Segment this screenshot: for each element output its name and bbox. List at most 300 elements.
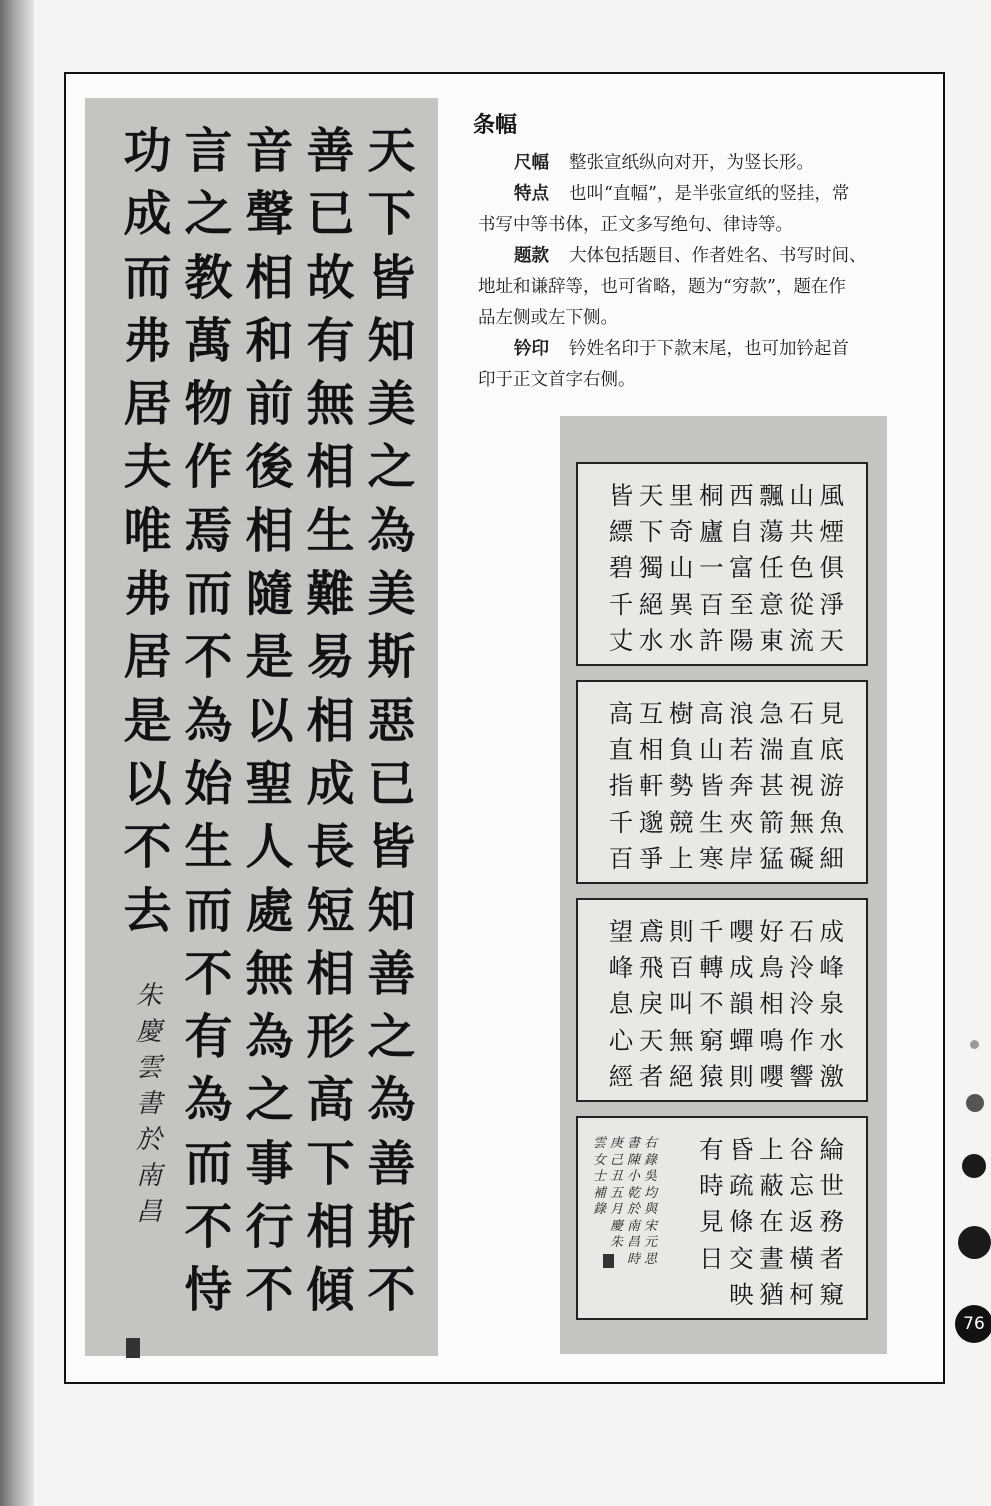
calligraphy-char: 里 (668, 481, 694, 510)
calligraphy-char: 行 (245, 1199, 294, 1256)
calligraphy-char: 爭 (638, 843, 664, 873)
text-column (757, 478, 786, 659)
text-column (787, 478, 816, 659)
calligraphy-char: 競 (668, 807, 694, 837)
calligraphy-char: 直 (789, 735, 814, 765)
desc-text: 大体包括题目、作者姓名、书写时间、 (569, 246, 867, 266)
calligraphy-char: 甚 (759, 771, 784, 801)
calligraphy-char: 富 (729, 553, 754, 583)
calligraphy-char: 下 (306, 1135, 355, 1192)
calligraphy-char: 之 (245, 1072, 294, 1129)
calligraphy-char: 蟬 (729, 1025, 754, 1055)
calligraphy-char: 任 (759, 553, 784, 583)
text-column (727, 914, 756, 1095)
signature-char: 於 (135, 1125, 162, 1155)
script-panel-3 (576, 898, 868, 1102)
calligraphy-char: 戾 (638, 989, 664, 1019)
calligraphy-char: 高 (608, 699, 634, 728)
calligraphy-char: 鳴 (759, 1025, 784, 1055)
calligraphy-char: 疏 (729, 1171, 754, 1201)
calligraphy-char: 石 (789, 699, 814, 728)
calligraphy-char: 則 (668, 917, 694, 946)
panel-columns (607, 696, 846, 877)
signature-column (643, 1136, 658, 1268)
calligraphy-char: 成 (729, 953, 754, 983)
calligraphy-char: 斯 (367, 1199, 416, 1256)
text-column (667, 914, 696, 1095)
calligraphy-char: 者 (819, 1243, 844, 1273)
signature-char: 昌 (135, 1197, 162, 1227)
calligraphy-char: 弗 (123, 312, 172, 369)
main-calligraphy-scroll (85, 98, 438, 1356)
calligraphy-char: 不 (123, 819, 172, 876)
calligraphy-char: 善 (367, 945, 416, 1002)
calligraphy-char: 條 (729, 1207, 754, 1237)
calligraphy-char: 有 (306, 312, 355, 369)
signature-char: 庚 (609, 1136, 623, 1151)
calligraphy-char: 善 (367, 1135, 416, 1192)
signature-char: 南 (135, 1161, 162, 1191)
book-spine-shadow (0, 0, 34, 1506)
calligraphy-char: 弗 (123, 566, 172, 623)
decor-dot (962, 1154, 986, 1178)
calligraphy-char: 湍 (759, 735, 784, 765)
calligraphy-char: 水 (638, 625, 664, 655)
signature-char: 吳 (643, 1169, 657, 1184)
calligraphy-char: 無 (306, 376, 355, 433)
calligraphy-char: 峰 (608, 953, 634, 983)
calligraphy-char: 事 (245, 1135, 294, 1192)
text-column (607, 478, 636, 659)
calligraphy-char: 柯 (789, 1279, 814, 1309)
signature-char: 元 (643, 1235, 657, 1250)
calligraphy-char: 指 (608, 771, 634, 801)
calligraphy-char: 時 (699, 1171, 724, 1201)
calligraphy-char: 音 (245, 123, 294, 179)
text-column (727, 696, 756, 877)
calligraphy-char: 相 (245, 502, 294, 559)
calligraphy-char: 響 (789, 1061, 814, 1091)
text-column (817, 478, 846, 659)
calligraphy-char: 奔 (729, 771, 754, 801)
calligraphy-char: 礙 (789, 843, 814, 873)
script-panel-4 (576, 1116, 868, 1320)
text-column (363, 120, 420, 1323)
calligraphy-char: 無 (245, 945, 294, 1002)
calligraphy-char: 岸 (729, 843, 754, 873)
calligraphy-char: 者 (638, 1061, 664, 1091)
signature-char: 南 (626, 1218, 640, 1234)
calligraphy-char: 飛 (638, 953, 664, 983)
text-column (697, 1132, 726, 1313)
calligraphy-char: 不 (245, 1262, 294, 1319)
calligraphy-char: 為 (184, 692, 233, 749)
text-column (607, 696, 636, 877)
calligraphy-char: 無 (789, 807, 814, 837)
calligraphy-char: 成 (306, 755, 355, 812)
panel-columns (607, 478, 846, 659)
calligraphy-char: 成 (123, 186, 172, 243)
signature-char: 錄 (592, 1202, 606, 1217)
calligraphy-char: 已 (306, 186, 355, 243)
calligraphy-char: 長 (306, 819, 355, 876)
calligraphy-char: 有 (699, 1135, 724, 1164)
calligraphy-char: 俱 (819, 553, 844, 583)
desc-term: 钤印 (514, 339, 549, 359)
calligraphy-char: 晝 (759, 1243, 784, 1273)
desc-text: 印于正文首字右侧。 (478, 370, 636, 390)
calligraphy-char: 前 (245, 376, 294, 433)
text-column (757, 1132, 786, 1313)
calligraphy-char: 高 (306, 1072, 355, 1129)
text-column (637, 914, 666, 1095)
calligraphy-char: 上 (668, 843, 694, 873)
calligraphy-char: 無 (668, 1025, 694, 1055)
calligraphy-char: 為 (367, 1072, 416, 1129)
calligraphy-char: 百 (699, 589, 724, 619)
calligraphy-char: 百 (668, 953, 694, 983)
calligraphy-char: 激 (819, 1061, 844, 1091)
calligraphy-char: 言 (184, 123, 233, 179)
calligraphy-char: 為 (184, 1072, 233, 1129)
text-column (787, 914, 816, 1095)
signature-char: 與 (643, 1202, 657, 1217)
calligraphy-char: 經 (608, 1061, 634, 1091)
calligraphy-char: 知 (367, 312, 416, 369)
calligraphy-char: 不 (184, 1199, 233, 1256)
desc-text: 地址和谦辞等，也可省略，题为“穷款”，题在作 (478, 277, 846, 297)
calligraphy-char: 縹 (608, 517, 634, 547)
calligraphy-char: 聖 (245, 755, 294, 812)
desc-text: 也叫“直幅”，是半张宣纸的竖挂，常 (569, 184, 850, 204)
calligraphy-char: 嚶 (729, 917, 754, 946)
calligraphy-char: 色 (789, 553, 814, 583)
decor-dot (958, 1226, 991, 1259)
signature-char: 月 (609, 1202, 623, 1217)
calligraphy-char: 山 (789, 481, 814, 510)
signature-char: 朱 (609, 1235, 623, 1250)
signature-char: 女 (592, 1152, 606, 1168)
calligraphy-char: 是 (245, 629, 294, 686)
seal-stamp (126, 1338, 140, 1358)
signature-char: 錄 (643, 1152, 657, 1168)
calligraphy-char: 返 (789, 1207, 814, 1237)
calligraphy-char: 居 (123, 629, 172, 686)
calligraphy-char: 叫 (668, 989, 694, 1019)
signature-char: 思 (643, 1251, 657, 1267)
text-column (697, 696, 726, 877)
calligraphy-char: 橫 (789, 1243, 814, 1273)
text-column (697, 914, 726, 1095)
desc-term: 题款 (514, 246, 549, 266)
calligraphy-char: 人 (245, 819, 294, 876)
calligraphy-char: 始 (184, 755, 233, 812)
calligraphy-char: 相 (759, 989, 784, 1019)
calligraphy-char: 映 (729, 1279, 754, 1309)
text-column (817, 1132, 846, 1313)
desc-inscription (478, 241, 924, 334)
calligraphy-char: 皆 (367, 819, 416, 876)
calligraphy-char: 為 (367, 502, 416, 559)
calligraphy-char: 夾 (729, 807, 754, 837)
text-column (787, 696, 816, 877)
calligraphy-char: 美 (367, 566, 416, 623)
calligraphy-char: 昏 (729, 1135, 754, 1164)
signature-char: 時 (626, 1251, 640, 1267)
calligraphy-char: 淨 (819, 589, 844, 619)
calligraphy-char: 蕩 (759, 517, 784, 547)
signature-char: 雲 (135, 1053, 162, 1083)
calligraphy-char: 而 (123, 249, 172, 306)
calligraphy-char: 務 (819, 1207, 844, 1237)
calligraphy-char: 桐 (699, 481, 724, 510)
calligraphy-char: 處 (245, 882, 294, 939)
calligraphy-char: 有 (184, 1009, 233, 1066)
panel-columns (607, 914, 846, 1095)
text-column (302, 120, 359, 1323)
signature-char: 陳 (626, 1152, 640, 1168)
calligraphy-char: 千 (699, 917, 724, 946)
signature-char: 小 (626, 1169, 640, 1184)
text-column (637, 478, 666, 659)
calligraphy-char: 高 (699, 699, 724, 728)
signature-char: 慶 (609, 1218, 623, 1234)
text-column (757, 914, 786, 1095)
page-number: 76 (955, 1305, 991, 1343)
text-column (607, 914, 636, 1095)
calligraphy-char: 相 (306, 945, 355, 1002)
calligraphy-char: 後 (245, 439, 294, 496)
calligraphy-char: 而 (184, 566, 233, 623)
calligraphy-char: 山 (699, 735, 724, 765)
calligraphy-char: 絕 (668, 1061, 694, 1091)
calligraphy-char: 綸 (819, 1135, 844, 1164)
section-heading: 条幅 (473, 113, 518, 138)
calligraphy-char: 負 (668, 735, 694, 765)
calligraphy-char: 見 (819, 699, 844, 728)
panel-signature (592, 1136, 658, 1268)
calligraphy-char: 共 (789, 517, 814, 547)
signature-char: 書 (626, 1136, 640, 1151)
signature-char: 於 (626, 1202, 640, 1217)
signature-char: 雲 (592, 1136, 606, 1151)
signature-char: 五 (609, 1185, 623, 1201)
calligraphy-char: 焉 (184, 502, 233, 559)
calligraphy-char: 嚶 (759, 1061, 784, 1091)
calligraphy-char: 皆 (608, 481, 634, 510)
calligraphy-char: 恃 (184, 1262, 233, 1319)
calligraphy-char: 山 (668, 553, 694, 583)
calligraphy-char: 去 (123, 882, 172, 939)
calligraphy-char: 奇 (668, 517, 694, 547)
calligraphy-char: 作 (184, 439, 233, 496)
signature-char: 己 (609, 1152, 623, 1168)
decor-dot (970, 1040, 979, 1049)
calligraphy-char: 風 (819, 481, 844, 510)
text-column (241, 120, 298, 1323)
calligraphy-char: 勢 (668, 771, 694, 801)
calligraphy-char: 下 (367, 186, 416, 243)
calligraphy-char: 皆 (367, 249, 416, 306)
calligraphy-char: 不 (184, 945, 233, 1002)
signature-char: 丑 (609, 1169, 623, 1184)
calligraphy-char: 生 (699, 807, 724, 837)
calligraphy-char: 相 (638, 735, 664, 765)
signature-char: 書 (135, 1089, 162, 1119)
text-column (727, 478, 756, 659)
calligraphy-char: 以 (123, 755, 172, 812)
calligraphy-char: 萬 (184, 312, 233, 369)
signature-char: 朱 (135, 981, 162, 1011)
calligraphy-char: 東 (759, 625, 784, 655)
calligraphy-char: 蔽 (759, 1171, 784, 1201)
calligraphy-char: 心 (608, 1025, 634, 1055)
calligraphy-char: 形 (306, 1009, 355, 1066)
signature-char: 乾 (626, 1185, 640, 1201)
calligraphy-char: 相 (306, 692, 355, 749)
calligraphy-char: 居 (123, 376, 172, 433)
decor-dot (966, 1094, 984, 1112)
calligraphy-char: 煙 (819, 517, 844, 547)
calligraphy-char: 以 (245, 692, 294, 749)
desc-size (478, 148, 924, 179)
calligraphy-char: 為 (245, 1009, 294, 1066)
calligraphy-char: 不 (184, 629, 233, 686)
calligraphy-char: 美 (367, 376, 416, 433)
calligraphy-char: 窮 (699, 1025, 724, 1055)
calligraphy-char: 成 (819, 917, 844, 946)
calligraphy-char: 易 (306, 629, 355, 686)
calligraphy-char: 意 (759, 589, 784, 619)
calligraphy-char: 從 (789, 589, 814, 619)
calligraphy-char: 谷 (789, 1135, 814, 1164)
panel-columns (697, 1132, 846, 1313)
calligraphy-char: 不 (367, 1262, 416, 1319)
calligraphy-char: 天 (638, 1025, 664, 1055)
calligraphy-char: 交 (729, 1243, 754, 1273)
text-column (727, 1132, 756, 1313)
calligraphy-char: 惡 (367, 692, 416, 749)
calligraphy-char: 相 (306, 1199, 355, 1256)
calligraphy-char: 猶 (759, 1279, 784, 1309)
calligraphy-char: 唯 (123, 502, 172, 559)
text-column (757, 696, 786, 877)
calligraphy-char: 望 (608, 917, 634, 946)
desc-features (478, 179, 924, 241)
calligraphy-char: 鳥 (759, 953, 784, 983)
calligraphy-char: 猛 (759, 843, 784, 873)
signature-column (626, 1136, 641, 1268)
calligraphy-char: 丈 (608, 625, 634, 655)
signature-char: 士 (592, 1169, 606, 1184)
calligraphy-char: 皆 (699, 771, 724, 801)
text-column (637, 696, 666, 877)
calligraphy-char: 好 (759, 917, 784, 946)
calligraphy-char: 天 (638, 481, 664, 510)
calligraphy-char: 樹 (668, 699, 694, 728)
desc-text: 书写中等书体，正文多写绝句、律诗等。 (478, 215, 793, 235)
calligraphy-char: 是 (123, 692, 172, 749)
calligraphy-char: 軒 (638, 771, 664, 801)
desc-text: 整张宣纸纵向对开，为竖长形。 (569, 153, 814, 173)
calligraphy-char: 石 (789, 917, 814, 946)
calligraphy-char: 急 (759, 699, 784, 728)
signature-char: 右 (643, 1136, 657, 1151)
calligraphy-char: 邈 (638, 807, 664, 837)
text-column (697, 478, 726, 659)
calligraphy-char: 魚 (819, 807, 844, 837)
text-column (817, 696, 846, 877)
calligraphy-char: 下 (638, 517, 664, 547)
calligraphy-char: 獨 (638, 553, 664, 583)
calligraphy-char: 在 (759, 1207, 784, 1237)
calligraphy-char: 西 (729, 481, 754, 510)
calligraphy-char: 水 (668, 625, 694, 655)
calligraphy-char: 視 (789, 771, 814, 801)
signature-char: 宋 (643, 1218, 657, 1234)
calligraphy-char: 細 (819, 843, 844, 873)
calligraphy-char: 教 (184, 249, 233, 306)
calligraphy-char: 之 (367, 1009, 416, 1066)
calligraphy-char: 廬 (699, 517, 724, 547)
signature-char: 慶 (135, 1017, 162, 1047)
calligraphy-char: 上 (759, 1135, 784, 1164)
calligraphy-char: 作 (789, 1025, 814, 1055)
calligraphy-char: 飄 (759, 481, 784, 510)
calligraphy-char: 百 (608, 843, 634, 873)
calligraphy-char: 許 (699, 625, 724, 655)
desc-term: 特点 (514, 184, 549, 204)
calligraphy-char: 天 (367, 123, 416, 179)
calligraphy-char: 鳶 (638, 917, 664, 946)
calligraphy-char: 流 (789, 625, 814, 655)
calligraphy-char: 泠 (789, 989, 814, 1019)
calligraphy-char: 互 (638, 699, 664, 728)
calligraphy-char: 世 (819, 1171, 844, 1201)
calligraphy-char: 游 (819, 771, 844, 801)
signature-char: 昌 (626, 1235, 640, 1250)
calligraphy-char: 物 (184, 376, 233, 433)
calligraphy-char: 寒 (699, 843, 724, 873)
calligraphy-char: 善 (306, 123, 355, 179)
script-panel-2 (576, 680, 868, 884)
calligraphy-char: 相 (306, 439, 355, 496)
calligraphy-char: 水 (819, 1025, 844, 1055)
calligraphy-char: 已 (367, 755, 416, 812)
text-column (787, 1132, 816, 1313)
calligraphy-char: 息 (608, 989, 634, 1019)
desc-term: 尺幅 (514, 153, 549, 173)
desc-seal (478, 334, 924, 396)
calligraphy-char: 箭 (759, 807, 784, 837)
signature-char: 補 (592, 1185, 606, 1201)
desc-text: 钤姓名印于下款末尾，也可加钤起首 (569, 339, 849, 359)
calligraphy-char: 直 (608, 735, 634, 765)
calligraphy-char: 碧 (608, 553, 634, 583)
signature-column (592, 1136, 607, 1268)
calligraphy-char: 和 (245, 312, 294, 369)
calligraphy-char: 難 (306, 566, 355, 623)
calligraphy-char: 千 (608, 807, 634, 837)
calligraphy-char: 之 (184, 186, 233, 243)
calligraphy-char: 絕 (638, 589, 664, 619)
calligraphy-char: 傾 (306, 1262, 355, 1319)
calligraphy-char: 一 (699, 553, 724, 583)
calligraphy-char: 而 (184, 882, 233, 939)
calligraphy-char: 生 (184, 819, 233, 876)
desc-text: 品左侧或左下侧。 (478, 308, 618, 328)
calligraphy-char: 不 (699, 989, 724, 1019)
